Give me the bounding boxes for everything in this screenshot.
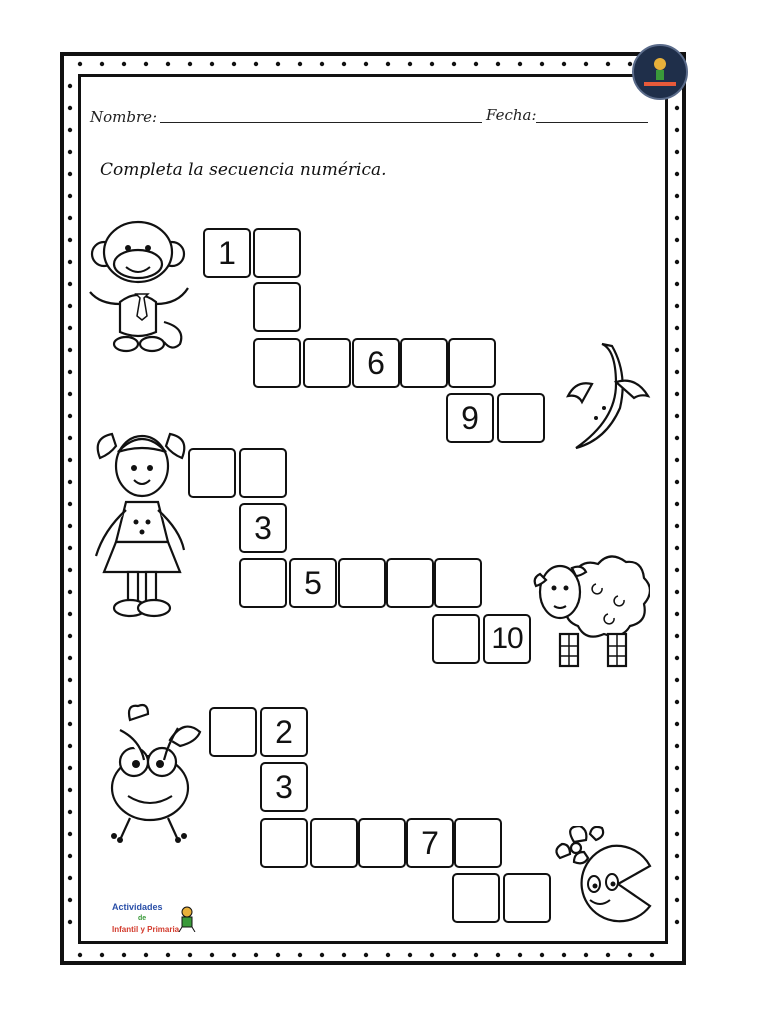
- sequence-cell[interactable]: [448, 338, 496, 388]
- sequence-cell[interactable]: 3: [239, 503, 287, 553]
- border-dot: [675, 304, 679, 308]
- border-dot: [675, 920, 679, 924]
- sequence-cell[interactable]: [253, 228, 301, 278]
- border-dot: [342, 953, 346, 957]
- border-dot: [78, 953, 82, 957]
- border-dot: [298, 62, 302, 66]
- instruction-text: Completa la secuencia numérica.: [100, 160, 387, 180]
- sequence-cell[interactable]: [503, 873, 551, 923]
- border-dot: [628, 953, 632, 957]
- footer-logo-line3: Infantil y Primaria: [112, 925, 180, 934]
- border-dot: [675, 656, 679, 660]
- footer-logo-line1: Actividades: [112, 902, 163, 912]
- border-dot: [675, 810, 679, 814]
- sequence-cell[interactable]: [239, 448, 287, 498]
- border-dot: [254, 62, 258, 66]
- border-dot: [675, 876, 679, 880]
- sequence-cell[interactable]: 2: [260, 707, 308, 757]
- border-dot: [675, 898, 679, 902]
- border-dot: [68, 766, 72, 770]
- border-dot: [675, 172, 679, 176]
- border-dot: [675, 766, 679, 770]
- sheep-icon: [532, 548, 650, 673]
- sequence-cell[interactable]: [497, 393, 545, 443]
- sequence-cell[interactable]: [310, 818, 358, 868]
- border-dot: [320, 953, 324, 957]
- border-dot: [584, 953, 588, 957]
- border-dot: [675, 436, 679, 440]
- border-dot: [584, 62, 588, 66]
- border-dot: [68, 194, 72, 198]
- border-dot: [68, 84, 72, 88]
- border-dot: [68, 656, 72, 660]
- border-dot: [628, 62, 632, 66]
- sequence-cell[interactable]: 5: [289, 558, 337, 608]
- sequence-cell[interactable]: 3: [260, 762, 308, 812]
- border-dot: [68, 832, 72, 836]
- border-dot: [68, 546, 72, 550]
- border-dot: [408, 953, 412, 957]
- border-dot: [210, 953, 214, 957]
- frog-icon: [100, 700, 205, 850]
- border-dot: [675, 348, 679, 352]
- border-dot: [68, 238, 72, 242]
- border-dot: [68, 722, 72, 726]
- sequence-cell[interactable]: [260, 818, 308, 868]
- girl-icon: [92, 422, 190, 627]
- border-dot: [68, 128, 72, 132]
- border-dot: [122, 62, 126, 66]
- border-dot: [68, 150, 72, 154]
- border-dot: [364, 953, 368, 957]
- monkey-icon: [84, 212, 204, 357]
- sequence-cell[interactable]: [188, 448, 236, 498]
- border-dot: [298, 953, 302, 957]
- border-dot: [68, 524, 72, 528]
- border-dot: [496, 953, 500, 957]
- border-dot: [562, 953, 566, 957]
- sequence-cell[interactable]: 7: [406, 818, 454, 868]
- border-dot: [276, 953, 280, 957]
- border-dot: [68, 216, 72, 220]
- border-dot: [68, 436, 72, 440]
- border-dot: [68, 568, 72, 572]
- border-dot: [68, 700, 72, 704]
- border-dot: [68, 282, 72, 286]
- border-dot: [68, 414, 72, 418]
- border-dot: [68, 920, 72, 924]
- sequence-cell[interactable]: [239, 558, 287, 608]
- border-dot: [122, 953, 126, 957]
- border-dot: [675, 150, 679, 154]
- border-dot: [675, 568, 679, 572]
- border-dot: [166, 953, 170, 957]
- border-dot: [452, 62, 456, 66]
- border-dot: [78, 62, 82, 66]
- pacman-flower-icon: [554, 826, 658, 926]
- border-dot: [430, 953, 434, 957]
- border-dot: [144, 953, 148, 957]
- border-dot: [675, 854, 679, 858]
- border-dot: [364, 62, 368, 66]
- border-dot: [100, 953, 104, 957]
- border-dot: [254, 953, 258, 957]
- border-dot: [166, 62, 170, 66]
- border-dot: [408, 62, 412, 66]
- border-dot: [320, 62, 324, 66]
- border-dot: [496, 62, 500, 66]
- border-dot: [675, 326, 679, 330]
- sequence-cell[interactable]: [253, 282, 301, 332]
- border-dot: [675, 502, 679, 506]
- border-dot: [675, 546, 679, 550]
- sequence-cell[interactable]: [253, 338, 301, 388]
- border-dot: [452, 953, 456, 957]
- border-dot: [474, 62, 478, 66]
- border-dot: [606, 953, 610, 957]
- sequence-cell[interactable]: [338, 558, 386, 608]
- sequence-cell[interactable]: [454, 818, 502, 868]
- border-dot: [430, 62, 434, 66]
- border-dot: [68, 810, 72, 814]
- border-dot: [675, 634, 679, 638]
- footer-logo: [112, 902, 179, 935]
- sequence-cell[interactable]: 6: [352, 338, 400, 388]
- border-dot: [68, 854, 72, 858]
- border-dot: [210, 62, 214, 66]
- date-label: Fecha:: [486, 106, 537, 124]
- border-dot: [68, 590, 72, 594]
- border-dot: [518, 62, 522, 66]
- border-dot: [675, 524, 679, 528]
- border-dot: [68, 348, 72, 352]
- sequence-cell[interactable]: 1: [203, 228, 251, 278]
- border-dot: [675, 678, 679, 682]
- border-dot: [188, 953, 192, 957]
- border-dot: [675, 282, 679, 286]
- border-dot: [675, 370, 679, 374]
- border-dot: [540, 62, 544, 66]
- border-dot: [675, 414, 679, 418]
- sequence-cell[interactable]: [452, 873, 500, 923]
- border-dot: [675, 106, 679, 110]
- date-line[interactable]: [536, 122, 648, 123]
- border-dot: [68, 326, 72, 330]
- border-dot: [562, 62, 566, 66]
- border-dot: [675, 260, 679, 264]
- border-dot: [68, 788, 72, 792]
- border-dot: [68, 458, 72, 462]
- border-dot: [606, 62, 610, 66]
- border-dot: [68, 634, 72, 638]
- border-dot: [540, 953, 544, 957]
- sequence-cell[interactable]: [434, 558, 482, 608]
- sequence-cell[interactable]: 9: [446, 393, 494, 443]
- border-dot: [675, 612, 679, 616]
- border-dot: [675, 238, 679, 242]
- border-dot: [675, 392, 679, 396]
- badge-logo-icon: [632, 44, 688, 100]
- border-dot: [68, 260, 72, 264]
- border-dot: [386, 62, 390, 66]
- sequence-cell[interactable]: [432, 614, 480, 664]
- border-dot: [68, 370, 72, 374]
- sequence-cell[interactable]: [303, 338, 351, 388]
- border-dot: [386, 953, 390, 957]
- sequence-cell[interactable]: 10: [483, 614, 531, 664]
- name-label: Nombre:: [90, 108, 158, 126]
- border-dot: [100, 62, 104, 66]
- border-dot: [675, 480, 679, 484]
- sequence-cell[interactable]: [358, 818, 406, 868]
- border-dot: [675, 832, 679, 836]
- border-dot: [68, 876, 72, 880]
- border-dot: [188, 62, 192, 66]
- border-dot: [68, 678, 72, 682]
- border-dot: [675, 458, 679, 462]
- border-dot: [675, 722, 679, 726]
- sequence-cell[interactable]: [400, 338, 448, 388]
- border-dot: [68, 392, 72, 396]
- border-dot: [474, 953, 478, 957]
- border-dot: [675, 744, 679, 748]
- border-dot: [68, 898, 72, 902]
- border-dot: [518, 953, 522, 957]
- kid-mascot-icon: [176, 906, 198, 932]
- border-dot: [675, 216, 679, 220]
- name-line[interactable]: [160, 122, 482, 123]
- border-dot: [675, 194, 679, 198]
- border-dot: [342, 62, 346, 66]
- border-dot: [68, 304, 72, 308]
- sequence-cell[interactable]: [386, 558, 434, 608]
- border-dot: [675, 700, 679, 704]
- border-dot: [68, 172, 72, 176]
- border-dot: [232, 953, 236, 957]
- border-dot: [68, 502, 72, 506]
- border-dot: [232, 62, 236, 66]
- banana-icon: [566, 338, 660, 453]
- border-dot: [675, 128, 679, 132]
- footer-logo-line2: de: [138, 915, 147, 922]
- border-dot: [68, 612, 72, 616]
- border-dot: [675, 590, 679, 594]
- border-dot: [144, 62, 148, 66]
- sequence-cell[interactable]: [209, 707, 257, 757]
- border-dot: [675, 788, 679, 792]
- border-dot: [68, 744, 72, 748]
- border-dot: [650, 953, 654, 957]
- border-dot: [68, 106, 72, 110]
- border-dot: [276, 62, 280, 66]
- border-dot: [68, 480, 72, 484]
